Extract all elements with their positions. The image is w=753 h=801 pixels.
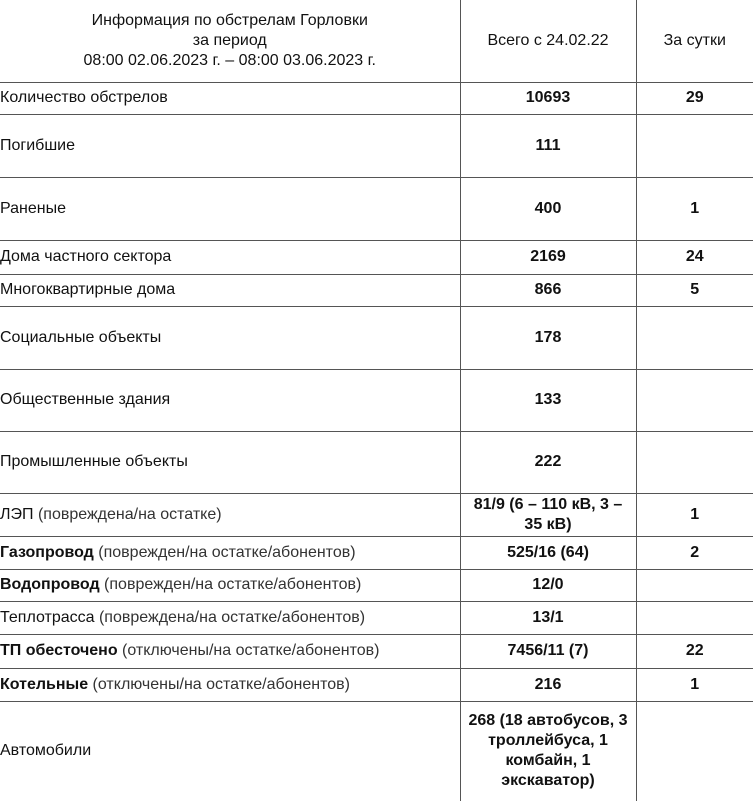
col-header-total: Всего с 24.02.22: [460, 0, 636, 82]
row-day: 1: [636, 668, 753, 701]
row-label: Многоквартирные дома: [0, 274, 460, 306]
row-day: 1: [636, 177, 753, 240]
row-label: Общественные здания: [0, 369, 460, 431]
table-row: [0, 601, 753, 634]
table-row: [0, 431, 753, 493]
row-label: Котельные (отключены/на остатке/абонентов): [0, 668, 460, 701]
row-label: Газопровод (поврежден/на остатке/абонентов): [0, 536, 460, 569]
row-day: [636, 701, 753, 801]
col-header-day: За сутки: [636, 0, 753, 82]
row-day: 2: [636, 536, 753, 569]
row-label: Дома частного сектора: [0, 240, 460, 274]
row-day: 1: [636, 493, 753, 536]
row-day: 22: [636, 634, 753, 668]
row-total: 13/1: [460, 601, 636, 634]
row-label: Водопровод (поврежден/на остатке/абонентов): [0, 569, 460, 601]
row-label: ЛЭП (повреждена/на остатке): [0, 493, 460, 536]
row-total: 81/9 (6 – 110 кВ, 3 – 35 кВ): [460, 493, 636, 536]
table-row: [0, 114, 753, 177]
row-label: Теплотрасса (повреждена/на остатке/абонентов): [0, 601, 460, 634]
table-row: [0, 701, 753, 801]
row-label: ТП обесточено (отключены/на остатке/абонентов): [0, 634, 460, 668]
table-row: [0, 240, 753, 274]
row-total: 222: [460, 431, 636, 493]
row-total: 7456/11 (7): [460, 634, 636, 668]
row-day: [636, 306, 753, 369]
title-line-1: Информация по обстрелам Горловки: [91, 11, 368, 29]
row-day: [636, 601, 753, 634]
table-row: [0, 274, 753, 306]
table-row: [0, 369, 753, 431]
table-row: [0, 668, 753, 701]
row-total: 10693: [460, 82, 636, 114]
table-row: [0, 493, 753, 536]
row-total: 111: [460, 114, 636, 177]
table-row: [0, 536, 753, 569]
row-label: Промышленные объекты: [0, 431, 460, 493]
row-total: 268 (18 автобусов, 3 троллейбуса, 1 комбайн, 1 экскаватор): [460, 701, 636, 801]
row-label: Автомобили: [0, 742, 92, 760]
row-day: 5: [636, 274, 753, 306]
row-day: 29: [636, 82, 753, 114]
row-total: 216: [460, 668, 636, 701]
row-day: 24: [636, 240, 753, 274]
row-total: 133: [460, 369, 636, 431]
table-row: [0, 306, 753, 369]
table-row: [0, 569, 753, 601]
row-total: 400: [460, 177, 636, 240]
table-row: [0, 634, 753, 668]
title-line-2: за период: [192, 31, 267, 49]
row-day: [636, 114, 753, 177]
row-total: 866: [460, 274, 636, 306]
table-row: [0, 177, 753, 240]
row-label: Раненые: [0, 177, 460, 240]
row-label: Погибшие: [0, 114, 460, 177]
row-label: Социальные объекты: [0, 306, 460, 369]
row-day: [636, 569, 753, 601]
row-total: 178: [460, 306, 636, 369]
table-row: [0, 82, 753, 114]
row-day: [636, 431, 753, 493]
title-line-3: 08:00 02.06.2023 г. – 08:00 03.06.2023 г.: [83, 51, 376, 69]
header-row: [0, 0, 753, 82]
row-total: 2169: [460, 240, 636, 274]
row-label: Количество обстрелов: [0, 82, 460, 114]
row-total: 525/16 (64): [460, 536, 636, 569]
report-title: [0, 0, 460, 82]
row-day: [636, 369, 753, 431]
row-total: 12/0: [460, 569, 636, 601]
